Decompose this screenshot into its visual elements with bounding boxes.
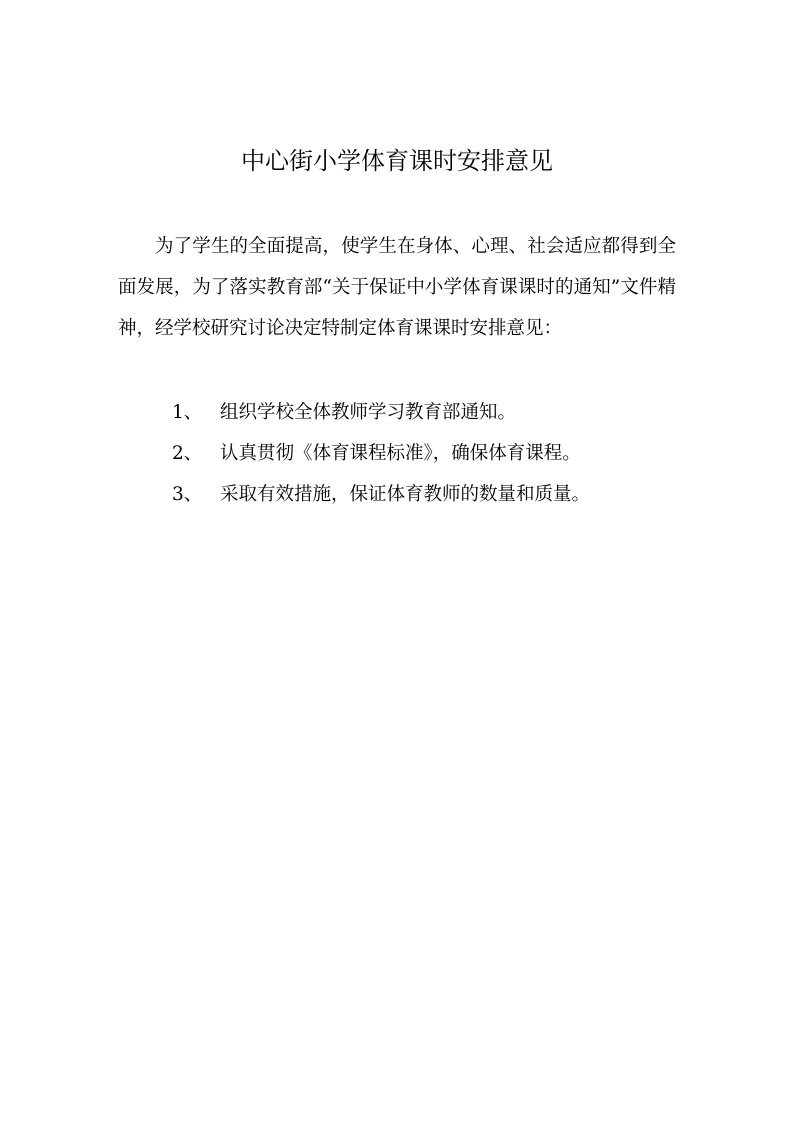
list-item xyxy=(172,392,692,433)
intro-paragraph: 为了学生的全面提高，使学生在身体、心理、社会适应都得到全面发展，为了落实教育部“关于保证中小学体育课课时的通知”文件精神，经学校研究讨论决定特制定体育课课时安排意见： xyxy=(118,236,676,339)
list-item xyxy=(172,474,692,515)
document-title: 中心街小学体育课时安排意见 xyxy=(241,147,553,175)
measures-list xyxy=(172,392,692,515)
list-item xyxy=(172,433,692,474)
list-item-text: 认真贯彻《体育课程标准》，确保体育课程。 xyxy=(220,443,581,464)
list-item-text: 采取有效措施，保证体育教师的数量和质量。 xyxy=(220,484,591,505)
list-item-number: 2、 xyxy=(172,443,203,464)
list-item-text: 组织学校全体教师学习教育部通知。 xyxy=(220,402,517,423)
list-item-number: 3、 xyxy=(172,484,203,505)
list-item-number: 1、 xyxy=(172,402,203,423)
